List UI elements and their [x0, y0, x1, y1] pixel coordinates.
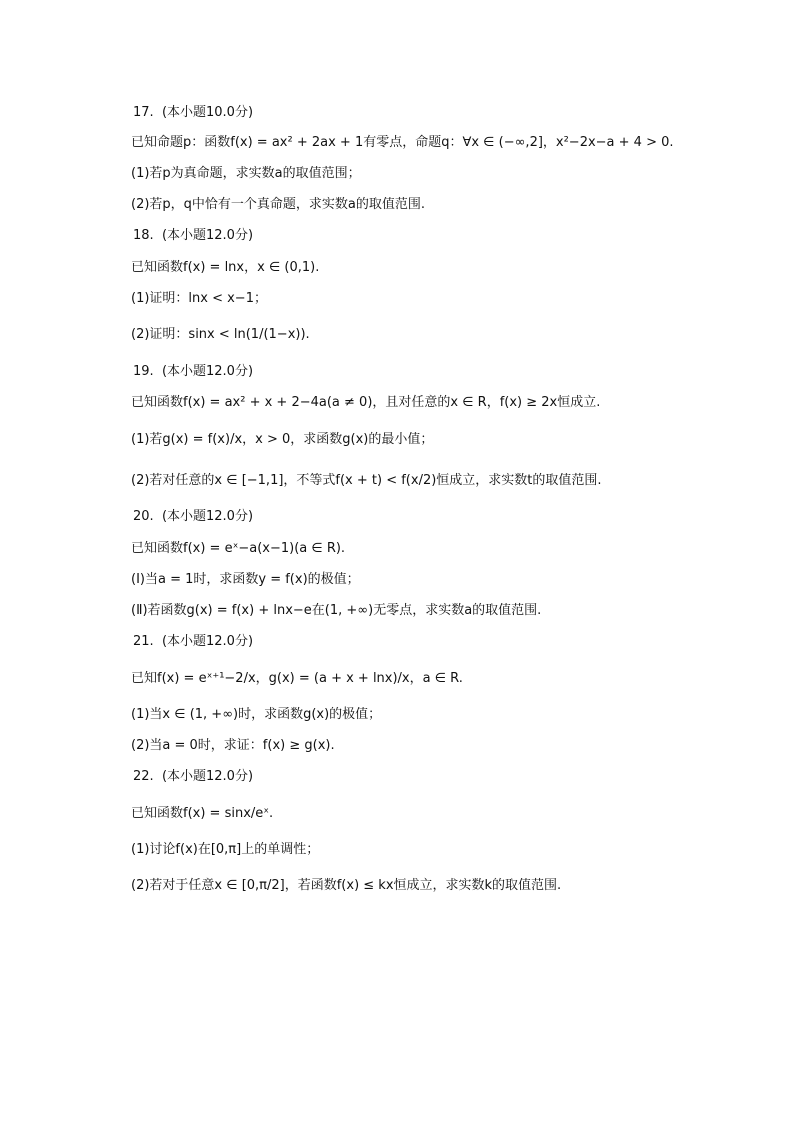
problem-17-part-1: (1)若p为真命题，求实数a的取值范围； — [131, 166, 361, 181]
problem-22-header: 22. (本小题12.0分) — [133, 769, 254, 784]
problem-19-part-2: (2)若对任意的x ∈ [−1,1]，不等式f(x + t) < f(x/2)恒成立，求实数t的取值范围. — [131, 473, 602, 488]
problem-21-part-2: (2)当a = 0时，求证：f(x) ≥ g(x). — [131, 738, 335, 753]
problem-22-part-1: (1)讨论f(x)在[0,π]上的单调性； — [131, 842, 320, 857]
problem-18-header: 18. (本小题12.0分) — [133, 228, 254, 243]
problem-17-part-2: (2)若p，q中恰有一个真命题，求实数a的取值范围. — [131, 197, 426, 212]
problem-21-part-1: (1)当x ∈ (1, +∞)时，求函数g(x)的极值； — [131, 707, 382, 722]
problem-19-part-1: (1)若g(x) = f(x)/x，x > 0，求函数g(x)的最小值； — [131, 432, 434, 447]
problem-20-part-2: (Ⅱ)若函数g(x) = f(x) + lnx−e在(1, +∞)无零点，求实数a的取值范围. — [131, 603, 542, 618]
problem-22-part-2: (2)若对于任意x ∈ [0,π/2]，若函数f(x) ≤ kx恒成立，求实数k的取值范围. — [131, 878, 562, 893]
problem-19-statement: 已知函数f(x) = ax² + x + 2−4a(a ≠ 0)，且对任意的x ∈ R，f(x) ≥ 2x恒成立. — [131, 395, 601, 410]
problem-19-header: 19. (本小题12.0分) — [133, 364, 254, 379]
problem-18-part-2: (2)证明：sinx < ln(1/(1−x)). — [131, 327, 310, 342]
problem-18-statement: 已知函数f(x) = lnx，x ∈ (0,1). — [131, 260, 320, 275]
problem-22-statement: 已知函数f(x) = sinx/eˣ. — [131, 806, 274, 821]
problem-20-header: 20. (本小题12.0分) — [133, 509, 254, 524]
problem-17-statement: 已知命题p：函数f(x) = ax² + 2ax + 1有零点，命题q：∀x ∈ (−∞,2]，x²−2x−a + 4 > 0. — [131, 135, 674, 150]
problem-21-header: 21. (本小题12.0分) — [133, 634, 254, 649]
problem-21-statement: 已知f(x) = eˣ⁺¹−2/x，g(x) = (a + x + lnx)/x，a ∈ R. — [131, 671, 463, 686]
problem-17-header: 17. (本小题10.0分) — [133, 105, 254, 120]
problem-18-part-1: (1)证明：lnx < x−1； — [131, 291, 267, 306]
problem-20-part-1: (Ⅰ)当a = 1时，求函数y = f(x)的极值； — [131, 572, 360, 587]
problem-20-statement: 已知函数f(x) = eˣ−a(x−1)(a ∈ R). — [131, 541, 346, 556]
